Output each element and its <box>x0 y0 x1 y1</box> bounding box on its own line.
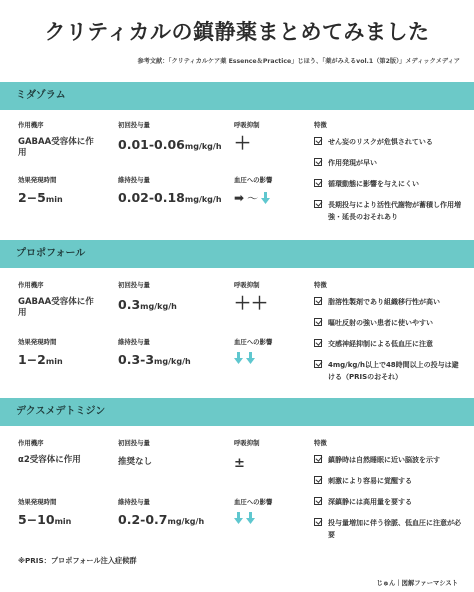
maintenance-dose-value: 0.3-3mg/kg/h <box>118 352 191 367</box>
mechanism-label: 作用機序 <box>18 121 44 129</box>
onset-block <box>18 337 63 367</box>
list-item: 4mg/kg/h以上で48時間以上の投与は避ける（PRISのおそれ） <box>314 359 464 383</box>
bp-label: 血圧への影響 <box>234 498 273 506</box>
respiratory-symbol: ＋＋ <box>234 294 268 314</box>
checkbox-icon <box>314 179 322 187</box>
mechanism-value: GABAA受容体に作用 <box>18 137 94 158</box>
arrow-down-icon <box>234 352 243 364</box>
respiratory-label: 呼吸抑制 <box>234 281 260 289</box>
checkbox-icon <box>314 339 322 347</box>
features-list <box>314 296 464 383</box>
mechanism-block <box>18 280 98 319</box>
onset-label: 効果発現時間 <box>18 338 57 346</box>
checkbox-icon <box>314 158 322 166</box>
checkbox-icon <box>314 297 322 305</box>
onset-value: 5−10min <box>18 512 72 527</box>
checkbox-icon <box>314 200 322 208</box>
maintenance-dose-label: 維持投与量 <box>118 498 150 506</box>
maintenance-dose-label: 維持投与量 <box>118 338 150 346</box>
initial-dose-value: 推奨なし <box>118 457 153 467</box>
footnote: ※PRIS：プロポフォール注入症候群 <box>18 556 137 565</box>
mechanism-block <box>18 120 98 159</box>
checkbox-icon <box>314 455 322 463</box>
mechanism-label: 作用機序 <box>18 281 44 289</box>
features-label: 特徴 <box>314 281 327 289</box>
features-list <box>314 136 464 223</box>
respiratory-label: 呼吸抑制 <box>234 439 260 447</box>
initial-dose-block <box>118 280 177 312</box>
bp-label: 血圧への影響 <box>234 338 273 346</box>
maintenance-dose-block <box>118 337 191 367</box>
features-label: 特徴 <box>314 121 327 129</box>
respiratory-symbol: ± <box>234 456 245 471</box>
page-title: クリティカルの鎮静薬まとめてみました <box>44 20 430 44</box>
initial-dose-value: 0.01-0.06mg/kg/h <box>118 137 222 152</box>
respiratory-symbol: ＋ <box>234 134 251 154</box>
list-item: 長期投与により活性代謝物が蓄積し作用増強・延長のおそれあり <box>314 199 464 223</box>
checkbox-icon <box>314 518 322 526</box>
onset-block <box>18 175 63 205</box>
arrow-right-icon: ➡ <box>234 191 245 205</box>
bp-block <box>234 497 272 524</box>
onset-label: 効果発現時間 <box>18 176 57 184</box>
author-credit: じゅん｜図解ファーマシスト <box>376 580 458 587</box>
section-header-dexmedetomidine: デクスメデトミジン <box>0 398 474 426</box>
arrow-down-icon <box>261 192 270 204</box>
respiratory-block <box>234 438 260 473</box>
maintenance-dose-label: 維持投与量 <box>118 176 150 184</box>
section-header-midazolam: ミダゾラム <box>0 82 474 110</box>
arrow-down-icon <box>234 512 243 524</box>
list-item: 投与量増加に伴う徐脈、低血圧に注意が必要 <box>314 517 464 541</box>
initial-dose-block <box>118 120 222 152</box>
respiratory-label: 呼吸抑制 <box>234 121 260 129</box>
initial-dose-label: 初回投与量 <box>118 281 150 289</box>
mechanism-value: α2受容体に作用 <box>18 455 81 465</box>
list-item: 深鎮静には高用量を要する <box>314 496 464 508</box>
initial-dose-block <box>118 438 152 468</box>
features-block <box>314 120 464 232</box>
list-item: 鎮静時は自然睡眠に近い脳波を示す <box>314 454 464 466</box>
list-item: 脂溶性製剤であり組織移行性が高い <box>314 296 464 308</box>
checkbox-icon <box>314 476 322 484</box>
maintenance-dose-value: 0.2-0.7mg/kg/h <box>118 512 205 527</box>
section-header-propofol: プロポフォール <box>0 240 474 268</box>
maintenance-dose-value: 0.02-0.18mg/kg/h <box>118 190 222 205</box>
features-block <box>314 438 464 550</box>
onset-value: 2−5min <box>18 190 63 205</box>
list-item: 作用発現が早い <box>314 157 464 169</box>
initial-dose-label: 初回投与量 <box>118 439 150 447</box>
list-item: 循環動態に影響を与えにくい <box>314 178 464 190</box>
reference-text: 参考文献：「クリティカルケア薬 Essence＆Practice」じほう、「薬がみえるvol.1（第2版）」メディックメディア <box>137 58 460 65</box>
tilde-icon: 〜 <box>247 192 259 205</box>
checkbox-icon <box>314 137 322 145</box>
mechanism-block <box>18 438 98 466</box>
bp-label: 血圧への影響 <box>234 176 273 184</box>
respiratory-block <box>234 280 268 313</box>
maintenance-dose-block <box>118 175 222 205</box>
bp-block <box>234 337 272 364</box>
list-item: 交感神経抑制による低血圧に注意 <box>314 338 464 350</box>
initial-dose-value: 0.3mg/kg/h <box>118 297 177 312</box>
checkbox-icon <box>314 497 322 505</box>
initial-dose-label: 初回投与量 <box>118 121 150 129</box>
maintenance-dose-block <box>118 497 204 527</box>
arrow-down-icon <box>246 512 255 524</box>
onset-label: 効果発現時間 <box>18 498 57 506</box>
checkbox-icon <box>314 360 322 368</box>
list-item: 刺激により容易に覚醒する <box>314 475 464 487</box>
list-item: 嘔吐反射の強い患者に使いやすい <box>314 317 464 329</box>
features-label: 特徴 <box>314 439 327 447</box>
onset-value: 1−2min <box>18 352 63 367</box>
bp-block <box>234 175 272 206</box>
features-list <box>314 454 464 541</box>
onset-block <box>18 497 71 527</box>
features-block <box>314 280 464 392</box>
checkbox-icon <box>314 318 322 326</box>
arrow-down-icon <box>246 352 255 364</box>
respiratory-block <box>234 120 260 153</box>
mechanism-value: GABAA受容体に作用 <box>18 297 94 318</box>
mechanism-label: 作用機序 <box>18 439 44 447</box>
list-item: せん妄のリスクが危惧されている <box>314 136 464 148</box>
